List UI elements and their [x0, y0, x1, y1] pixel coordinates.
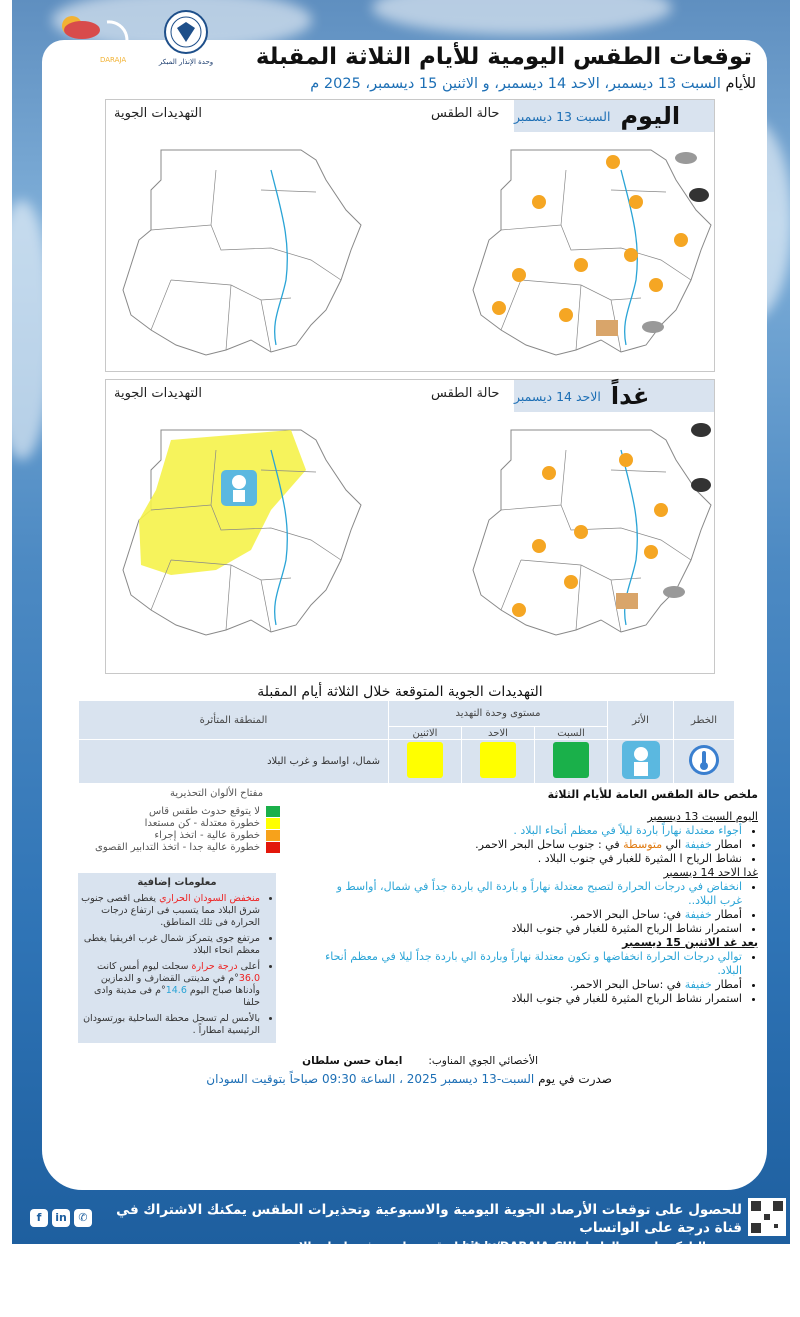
tomorrow-day-box	[514, 380, 714, 412]
summary-body	[313, 810, 758, 1006]
cloud-icon-south-tomorrow	[663, 586, 685, 598]
day2-item-2-hl: خفيفة	[684, 908, 712, 921]
day2-item-3	[313, 922, 742, 936]
day3-item-3-text: استمرار نشاط الرياح المثيرة للغبار في جنوب البلاد	[511, 992, 742, 1005]
legend-title: مفتاح الألوان التحذيرية	[170, 788, 264, 799]
day2-item-2	[313, 908, 742, 922]
today-day-label: اليوم	[620, 102, 681, 130]
col-effect: الأثر	[608, 701, 674, 740]
threats-table	[78, 700, 735, 784]
linkedin-icon[interactable]: in	[52, 1209, 70, 1227]
day1-item-2-a: امطار	[711, 838, 742, 851]
cloud-icon-south	[642, 321, 664, 333]
cloud-icon	[675, 152, 697, 164]
day1-item-3	[313, 852, 742, 866]
today-threats-map	[111, 130, 371, 365]
tomorrow-weather-label: حالة الطقس	[431, 386, 500, 401]
affected-area: شمال، اواسط و غرب البلاد	[79, 740, 389, 784]
col-mon: الاثنين	[389, 727, 462, 740]
logo-mid-caption: وحدة الإنذار المبكر	[158, 58, 214, 66]
today-weather-label: حالة الطقس	[431, 106, 500, 121]
col-sat: السبت	[535, 727, 608, 740]
level-mon	[389, 740, 462, 784]
rain-cloud-icon-coast	[691, 478, 711, 492]
info-item-4: • بالأمس لم تسجل محطة الساحلية بورتسودان الرئيسية امطاراً .	[78, 1013, 260, 1037]
page-subtitle	[310, 76, 756, 92]
logo-name: درجة	[98, 35, 140, 55]
day3-item-1-text: توالي درجات الحرارة انخفاضها و تكون معتدلة نهاراً وباردة الي باردة جداً ليلا في معظم أنحاء البلاد.	[325, 950, 742, 977]
day1-heading: اليوم السبت 13 ديسمبر	[647, 810, 758, 823]
tomorrow-day-label: غداً	[610, 382, 650, 410]
day3-item-1	[313, 950, 742, 978]
info-item-1: • منخفض السودان الحراري يغطى اقصى جنوب شرق البلاد مما يتسبب فى ارتفاع درجات الحرارة فى تلك المناطق.	[78, 893, 260, 929]
early-warning-logo	[155, 8, 217, 80]
tomorrow-threats-label: التهديدات الجوية	[114, 386, 203, 401]
legend-item-red: خطورة عالية جدا - اتخذ التدابير القصوى	[80, 841, 280, 853]
day3-heading: بعد غد الاثنين 15 ديسمبر	[622, 936, 758, 949]
col-area: المنطقة المتأثرة	[79, 701, 389, 740]
forecaster-line	[302, 1055, 538, 1067]
issued-line	[206, 1072, 612, 1086]
day3-item-2	[313, 978, 742, 992]
rain-cloud-icon	[689, 188, 709, 202]
day3-item-3	[313, 992, 742, 1006]
day1-item-2-hl: خفيفة	[684, 838, 712, 851]
info-item-2: • مرتفع جوى يتمركز شمال غرب افريقيا يغطى معظم انحاء البلاد	[78, 933, 260, 957]
day3-item-2-a: أمطار	[711, 978, 742, 991]
col-level: مستوى وحدة التهديد	[389, 701, 608, 727]
day3-item-2-hl: خفيفة	[684, 978, 712, 991]
threat-row	[79, 740, 735, 784]
qr-code[interactable]	[748, 1198, 786, 1236]
day2-item-1	[313, 880, 742, 908]
today-date: السبت 13 ديسمبر	[514, 108, 611, 124]
logo-sub: DARAJA	[100, 56, 127, 64]
day1-item-3-text: نشاط الرياح ا المثيرة للغبار في جنوب البلاد .	[537, 852, 742, 865]
day3-item-2-b: في :ساحل البحر الاحمر.	[569, 978, 685, 991]
legend-item-yellow: خطورة معتدلة - كن مستعدا	[80, 817, 280, 829]
legend-item-orange: خطورة عالية - اتخذ إجراء	[80, 829, 280, 841]
issued-value: السبت-13 ديسمبر 2025 ، الساعة 09:30 صباحاً بتوقيت السودان	[206, 1072, 535, 1086]
footer-line-1: للحصول على توقعات الأرصاد الجوية اليومية والاسبوعية وتحذيرات الطقس يمكنك الاشتراك في قناة درجة على الواتساب	[116, 1202, 742, 1236]
rain-cloud-icon-tomorrow	[691, 423, 711, 437]
day1-item-2-hl2: متوسطة	[623, 838, 663, 851]
info-item-3: • أعلى درجة حرارة سجلت ليوم أمس كانت 36.0°م في مدينتى القضارف و الدمازين وأدناها صباح اليوم 14.6°م فى مدينة وادى حلفا	[78, 961, 260, 1009]
tomorrow-threats-map	[111, 410, 371, 645]
subtitle-dates: السبت 13 ديسمبر، الاحد 14 ديسمبر، و الاثنين 15 ديسمبر، 2025 م	[310, 76, 721, 92]
today-panel	[105, 99, 715, 372]
day1-item-2	[313, 838, 742, 852]
day1-item-1	[313, 824, 742, 838]
issued-prefix: صدرت في يوم	[534, 1072, 612, 1086]
level-sun	[462, 740, 535, 784]
level-sat	[535, 740, 608, 784]
col-hazard: الخطر	[674, 701, 735, 740]
today-threats-label: التهديدات الجوية	[114, 106, 203, 121]
day2-item-3-text: استمرار نشاط الرياح المثيرة للغبار في جنوب البلاد	[511, 922, 742, 935]
tomorrow-panel	[105, 379, 715, 674]
day2-item-2-a: أمطار	[711, 908, 742, 921]
summary-title: ملخص حالة الطقس العامة للأيام الثلاثة	[547, 788, 758, 801]
info-title: معلومات إضافية	[137, 877, 217, 888]
day1-item-1-text: أجواء معتدلة نهاراً باردة ليلاً في معظم أنحاء البلاد .	[513, 824, 742, 837]
day2-item-1-text: انخفاض في درجات الحرارة لتصبح معتدلة نهاراً و باردة الي باردة جداً في شمال، أواسط و غرب البلاد..	[336, 880, 742, 907]
cold-effect-icon	[608, 740, 674, 784]
page-title: توقعات الطقس اليومية للأيام الثلاثة المقبلة	[255, 44, 752, 70]
footer-line-2[interactable]: بمسح الباركود او عبر الرابط bit.ly/DARAJA-CHL او قم بزيارة صفحتنا على الانترنت https://meteosudan.sd/products/خدمة-درجة	[266, 1239, 742, 1271]
facebook-icon[interactable]: f	[30, 1209, 48, 1227]
day2-heading: غدا الاحد 14 ديسمبر	[663, 866, 758, 879]
day2-item-2-b: في: ساحل البحر الاحمر.	[569, 908, 685, 921]
forecaster-name: ايمان حسن سلطان	[302, 1055, 403, 1067]
forecaster-role: الأخصائي الجوي المناوب:	[428, 1055, 538, 1067]
additional-info	[78, 873, 276, 1043]
day1-item-2-c: في : جنوب ساحل البحر الاحمر.	[475, 838, 624, 851]
dust-icon	[596, 320, 618, 336]
footer	[100, 1201, 742, 1273]
today-weather-map	[461, 130, 716, 365]
warning-legend	[80, 805, 280, 853]
legend-item-green: لا يتوقع حدوث طقس قاس	[80, 805, 280, 817]
tomorrow-date: الاحد 14 ديسمبر	[514, 388, 601, 404]
subtitle-prefix: للأيام	[725, 76, 756, 92]
logo-caption: خدمة الأرصاد الجوية والإنذار المبكر للمجتمعات	[49, 62, 143, 78]
whatsapp-icon[interactable]: ✆	[74, 1209, 92, 1227]
today-day-box	[514, 100, 714, 132]
dust-icon-tomorrow	[616, 593, 638, 609]
thermometer-icon	[674, 740, 735, 784]
col-sun: الاحد	[462, 727, 535, 740]
tomorrow-weather-map	[461, 410, 716, 645]
threats-table-title: التهديدات الجوية المتوقعة خلال الثلاثة أيام المقبلة	[257, 684, 543, 700]
day1-item-2-b: الي	[662, 838, 685, 851]
social-icons	[30, 1209, 92, 1227]
